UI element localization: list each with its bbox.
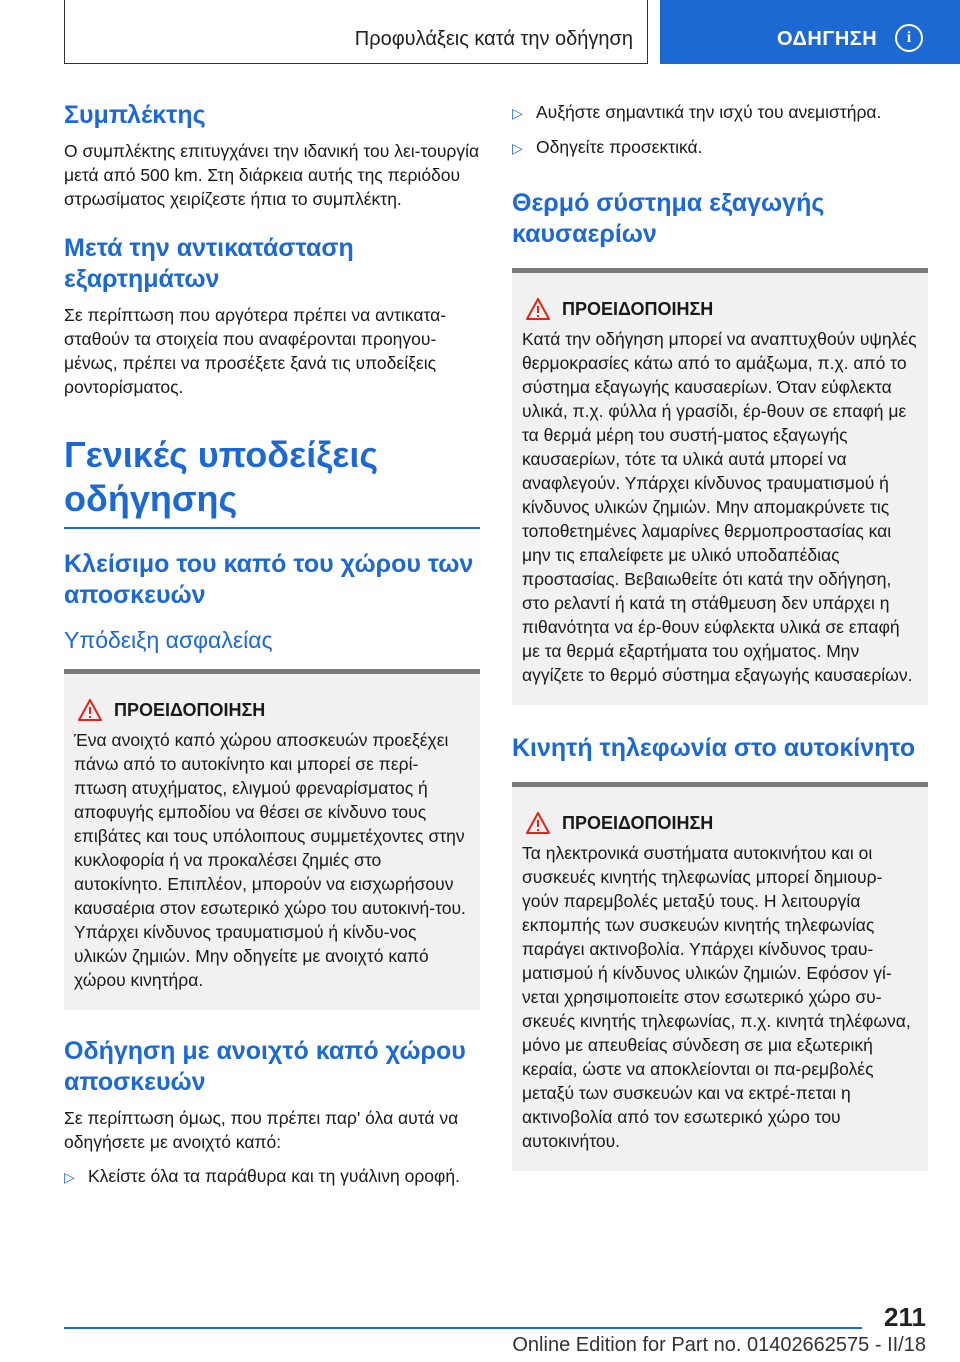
section-label: ΟΔΗΓΗΣΗ [777,28,878,50]
warning-box-trunk [64,669,480,1010]
warning-box-exhaust [512,268,928,705]
list-item-text: Κλείστε όλα τα παράθυρα και τη γυάλινη οροφή. [88,1165,460,1186]
header-section-tab [660,0,960,64]
bullet-triangle-icon: ▷ [64,1168,75,1185]
list-item [64,1164,480,1189]
footer-divider [64,1327,862,1329]
trunk-lid-heading: Κλείσιμο του καπό του χώρου των αποσκευών [64,549,474,609]
warning-header [522,811,918,835]
left-column [64,100,480,1189]
warning-text: Τα ηλεκτρονικά συστήματα αυτοκινήτου και οι συσκευές κινητής τηλεφωνίας μπορεί δημιουρ-γούν παρεμβολές μεταξύ τους. Η λειτουργία εκπομπής των συσκευών κινητής τηλεφωνίας παράγει ακτινοβολία. Υπάρχει κίνδυνος τραυ-ματισμού ή κίνδυνος υλικών ζημιών. Εφόσον γί-νεται χρησιμοποιείτε στον εσωτερικό χώρο συ-σκευές κινητής τηλεφωνίας, π.χ. κινητά τηλέφωνα, μόνο με απευθείας σύνδεση σε μια εξωτερική κεραία, ώστε να αποκλείονται οι πα-ρεμβολές μεταξύ των συσκευών και να εκτρέ-πεται η ακτινοβολία από τον εσωτερικό χώρο του αυτοκινήτου. [522,843,911,1151]
edition-note: Online Edition for Part no. 01402662575 - II/18 [512,1334,926,1356]
bullet-triangle-icon: ▷ [512,105,523,121]
exhaust-heading: Θερμό σύστημα εξαγωγής καυσαερίων [512,189,825,248]
warning-header [522,297,918,321]
page-number: 211 [884,1302,926,1332]
clutch-heading: Συμπλέκτης [64,101,206,129]
right-column [512,100,928,1171]
warning-text: Κατά την οδήγηση μπορεί να αναπτυχθούν υψηλές θερμοκρασίες κάτω από το αμάξωμα, π.χ. από το σύστημα εξαγωγής καυσαερίων. Όταν εύφλεκτα υλικά, π.χ. φύλλα ή γρασίδι, έρ-θουν σε επαφή με τα θερμά μέρη του συστή-ματος εξαγωγής καυσαερίων, τότε τα υλικά αυτά μπορεί να αναφλεγούν. Υπάρχει κίνδυνος τραυματισμού ή κίνδυνος υλικών ζημιών. Μην απομακρύνετε τις τοποθετημένες λαμαρίνες θερμοπροστασίας και μην τις επαλείφετε με υλικό υποδαπέδιας προστασίας. Βεβαιωθείτε ότι κατά την οδήγηση, στο ρελαντί ή κατά τη στάθμευση δεν υπάρχει η πιθανότητα να έρ-θουν εύφλεκτα υλικά σε επαφή με τα θερμά εξαρτήματα του οχήματος. Μην αγγίζετε το θερμό σύστημα εξαγωγής καυσαερίων. [522,329,917,685]
list-item [512,135,928,160]
chapter-title: Προφυλάξεις κατά την οδήγηση [354,28,633,50]
list-item-text: Αυξήστε σημαντικά την ισχύ του ανεμιστήρα. [536,102,882,122]
warning-triangle-icon [526,298,550,320]
info-icon: i [895,24,923,52]
header-chapter-box [64,0,648,64]
list-item-text: Οδηγείτε προσεκτικά. [536,137,703,157]
warning-box-mobile [512,782,928,1171]
open-trunk-driving-text: Σε περίπτωση όμως, που πρέπει παρ' όλα αυτά να οδηγήσετε με ανοιχτό καπό: [64,1107,459,1152]
bullet-triangle-icon: ▷ [512,140,523,156]
chapter-divider [64,527,480,529]
mobile-phone-heading: Κινητή τηλεφωνία στο αυτοκίνητο [512,734,916,762]
chapter-heading: Γενικές υποδείξεις οδήγησης [64,434,379,519]
warning-triangle-icon [78,699,102,721]
warning-title: ΠΡΟΕΙΔΟΠΟΙΗΣΗ [114,699,266,720]
open-trunk-driving-heading: Οδήγηση με ανοιχτό καπό χώρου αποσκευών [64,1036,466,1096]
warning-text: Ένα ανοιχτό καπό χώρου αποσκευών προεξέχει πάνω από το αυτοκίνητο και μπορεί σε περί-πτωση ατυχήματος, ελιγμού φρεναρίσματος ή αποφυγής εμποδίου να θέσει σε κίνδυνο τους επιβάτες και τους υπόλοιπους συμμετέχοντες στην κυκλοφορία ή να προκαλέσει ζημιές στο αυτοκίνητο. Επιπλέον, μπορούν να εισχωρήσουν καυσαέρια στον εσωτερικό χώρο του αυτοκινή-του. Υπάρχει κίνδυνος τραυματισμού ή κίνδυ-νος υλικών ζημιών. Μην οδηγείτε με ανοιχτό καπό χώρου κινητήρα. [74,729,466,990]
safety-note-heading: Υπόδειξη ασφαλείας [64,626,273,653]
warning-title: ΠΡΟΕΙΔΟΠΟΙΗΣΗ [562,813,714,833]
warning-triangle-icon [526,812,550,834]
warning-title: ΠΡΟΕΙΔΟΠΟΙΗΣΗ [562,299,714,319]
list-item [512,100,928,125]
parts-replacement-heading: Μετά την αντικατάσταση εξαρτημάτων [64,234,354,293]
parts-replacement-text: Σε περίπτωση που αργότερα πρέπει να αντικατα-σταθούν τα στοιχεία που αναφέρονται προηγου-μένως, πρέπει να προσέξετε ξανά τις υποδείξεις ροντορίσματος. [64,305,447,397]
warning-header [74,698,470,722]
clutch-text: Ο συμπλέκτης επιτυγχάνει την ιδανική του λει-τουργία μετά από 500 km. Στη διάρκεια αυτής της περιόδου στρωσίματος χειρίζεστε ήπια το συμπλέκτη. [64,141,480,209]
